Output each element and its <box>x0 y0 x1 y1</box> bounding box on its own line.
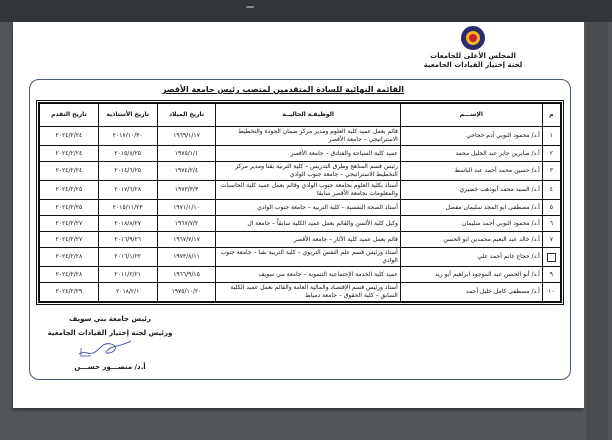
cell-applied-date: ٢٠٢٤/٢/٢٨ <box>40 248 99 267</box>
cell-birth-date: ١٩٦٩/١/١٧ <box>157 127 216 146</box>
table-row <box>40 146 561 162</box>
cell-num: ٧ <box>542 232 560 248</box>
table-row <box>40 162 561 181</box>
cell-professor-date: ٢٠١٥/٨/٢٥ <box>98 146 157 162</box>
cell-applied-date: ٢٠٢٤/٢/٢٨ <box>40 267 99 283</box>
document-title: القائمة النهائية للسادة المتقدمين لمنصب رئيس جامعة الأقصر <box>161 85 405 94</box>
cell-professor-date: ٢٠١٥/١١/٢٣ <box>98 200 157 216</box>
cell-birth-date: ١٩٦٧/٧/٢ <box>157 216 216 232</box>
cell-name: أ.د/ صابرين جابر عبد الجليل محمد <box>400 146 542 162</box>
cell-professor-date: ٢٠١٨/٢/١ <box>98 283 157 302</box>
header-professor: تاريخ الأستاذية <box>98 104 157 127</box>
cell-name: أ.د/ أبو الحسن عبد الموجود ابراهيم أبو زيد <box>400 267 542 283</box>
cell-professor-date: ٢٠١١/٢/٢١ <box>98 267 157 283</box>
cell-num: ١ <box>542 127 560 146</box>
cell-applied-date: ٢٠٢٤/٢/٢٧ <box>40 232 99 248</box>
document-header <box>398 26 548 70</box>
cell-birth-date: ١٩٧٣/٣/٣ <box>157 181 216 200</box>
header-applied: تاريخ التقدم <box>40 104 99 127</box>
table-row <box>40 283 561 302</box>
cell-name: أ.د/ حسين محمد أحمد عبد الباسط <box>400 162 542 181</box>
signatory-name: أ.د/ منصـــور حســـن <box>74 363 146 371</box>
cell-birth-date: ١٩٧١/١/١٠ <box>157 200 216 216</box>
cell-professor-date: ٢٠١٦/٩/٢٦ <box>98 232 157 248</box>
cell-birth-date: ١٩٧٣/٨/١١ <box>157 248 216 267</box>
cell-name: أ.د/ محمود النوبي آدم حجاجي <box>400 127 542 146</box>
cell-num: ١٠ <box>542 283 560 302</box>
cell-name: أ.د/ حجاج غانم أحمد علي <box>400 248 542 267</box>
cell-name: أ.د/ محمود النوبي أحمد سليمان <box>400 216 542 232</box>
cell-birth-date: ١٩٦٦/٩/١٥ <box>157 267 216 283</box>
cell-name: أ.د/ مصطفى ابو المجد سليمان مفضل <box>400 200 542 216</box>
cell-birth-date: ١٩٧٥/١/١ <box>157 146 216 162</box>
committee-name: لجنة إختيار القيادات الجامعية <box>423 61 523 69</box>
cell-applied-date: ٢٠٢٤/٢/٢٩ <box>40 283 99 302</box>
cell-birth-date: ١٩٦٧/٧/١٧ <box>157 232 216 248</box>
cell-applied-date: ٢٠٢٤/٢/٢٤ <box>40 127 99 146</box>
cell-job: عميد كلية السياحة والفنادق – جامعة الأقصر <box>216 146 400 162</box>
cell-num: ٤ <box>542 181 560 200</box>
cell-applied-date: ٢٠٢٤/٢/٢٥ <box>40 200 99 216</box>
cell-job: أستاذ بكلية العلوم بجامعة جنوب الوادي وقائم بعمل عميد كلية الحاسبات والمعلومات بجامعة الأقصر سابقا <box>216 181 400 200</box>
cell-professor-date: ٢٠١٤/٦/٢٥ <box>98 162 157 181</box>
toolbar-indicator <box>246 6 254 8</box>
cell-name: أ.د/ السيد محمد أبوذهب خضيري <box>400 181 542 200</box>
header-name: الإســـم <box>400 104 542 127</box>
cell-applied-date: ٢٠٢٤/٢/٢٥ <box>40 181 99 200</box>
cell-job: قائم بعمل عميد كلية الآثار – جامعة الأقصر <box>216 232 400 248</box>
table-header-row <box>40 104 561 127</box>
cell-professor-date: ٢٠١٦/١/٢٢ <box>98 248 157 267</box>
footer-line2: ورئيس لجنة إختيار القيادات الجامعية <box>47 329 173 337</box>
document-page <box>13 22 584 408</box>
table-row <box>40 248 561 267</box>
cell-num: ٥ <box>542 200 560 216</box>
cell-professor-date: ٢٠١٨/٨/٢٧ <box>98 216 157 232</box>
cell-birth-date: ١٩٧٥/١٠/٢٠ <box>157 283 216 302</box>
cell-job: عميد كلية الخدمة الإجتماعية التنموية – جامعة بني سويف <box>216 267 400 283</box>
table-row <box>40 267 561 283</box>
cell-applied-date: ٢٠٢٤/٢/٢٧ <box>40 216 99 232</box>
candidates-table <box>36 100 564 305</box>
header-num: م <box>542 104 560 127</box>
cell-birth-date: ١٩٧٤/٢/٤ <box>157 162 216 181</box>
cell-job: رئيس قسم المناهج وطرق التدريس – كلية التربية بقنا ومدير مركز التخطيط الاستراتيجي – جامعة جنوب الوادي <box>216 162 400 181</box>
table-row <box>40 181 561 200</box>
footer-line1: رئيس جامعة بني سويف <box>69 315 151 323</box>
table-row <box>40 216 561 232</box>
table-row <box>40 127 561 146</box>
cell-name: أ.د/ مصطفى كامل خليل أحمد <box>400 283 542 302</box>
viewer-toolbar <box>0 0 612 22</box>
row-checkbox[interactable] <box>547 253 556 262</box>
cell-professor-date: ٢٠١٧/٦/٢٨ <box>98 181 157 200</box>
cell-num: ٦ <box>542 216 560 232</box>
cell-name: أ.د/ خالد عبد النعيم محمدين ابو الحسن <box>400 232 542 248</box>
supreme-council-logo-icon <box>461 26 485 50</box>
cell-job: أستاذ الصحة النفسية – كلية التربية – جامعة جنوب الوادي <box>216 200 400 216</box>
cell-job: وكيل كلية الألسن والقائم بعمل عميد الكلية سابقاً – جامعة ال <box>216 216 400 232</box>
handwritten-signature-icon <box>75 338 135 360</box>
org-name: المجلس الأعلى للجامعات <box>430 52 516 60</box>
scrollbar-thumb[interactable] <box>586 22 608 440</box>
cell-applied-date: ٢٠٢٤/٢/٢٤ <box>40 162 99 181</box>
cell-job: أستاذ ورئيس قسم علم النفس التربوي – كلية التربية بقنا – جامعة جنوب الوادي <box>216 248 400 267</box>
table-row <box>40 232 561 248</box>
cell-num: ٢ <box>542 146 560 162</box>
header-job: الوظيفـة الحاليــة <box>216 104 400 127</box>
table-row <box>40 200 561 216</box>
cell-professor-date: ٢٠١٧/١٠/٣٠ <box>98 127 157 146</box>
cell-num: ٩ <box>542 267 560 283</box>
cell-applied-date: ٢٠٢٤/٢/٢٤ <box>40 146 99 162</box>
cell-job: قائم بعمل عميد كلية العلوم ومدير مركز ضمان الجودة والتخطيط الاستراتيجي – جامعة الأقصر <box>216 127 400 146</box>
cell-job: أستاذ ورئيس قسم الإقتصاد والمالية العامة والقائم بعمل عميد الكلية السابق – كلية الحقوق – جامعة دمياط <box>216 283 400 302</box>
header-birth: تاريخ الميلاد <box>157 104 216 127</box>
cell-num: ٣ <box>542 162 560 181</box>
cell-num <box>542 248 560 267</box>
